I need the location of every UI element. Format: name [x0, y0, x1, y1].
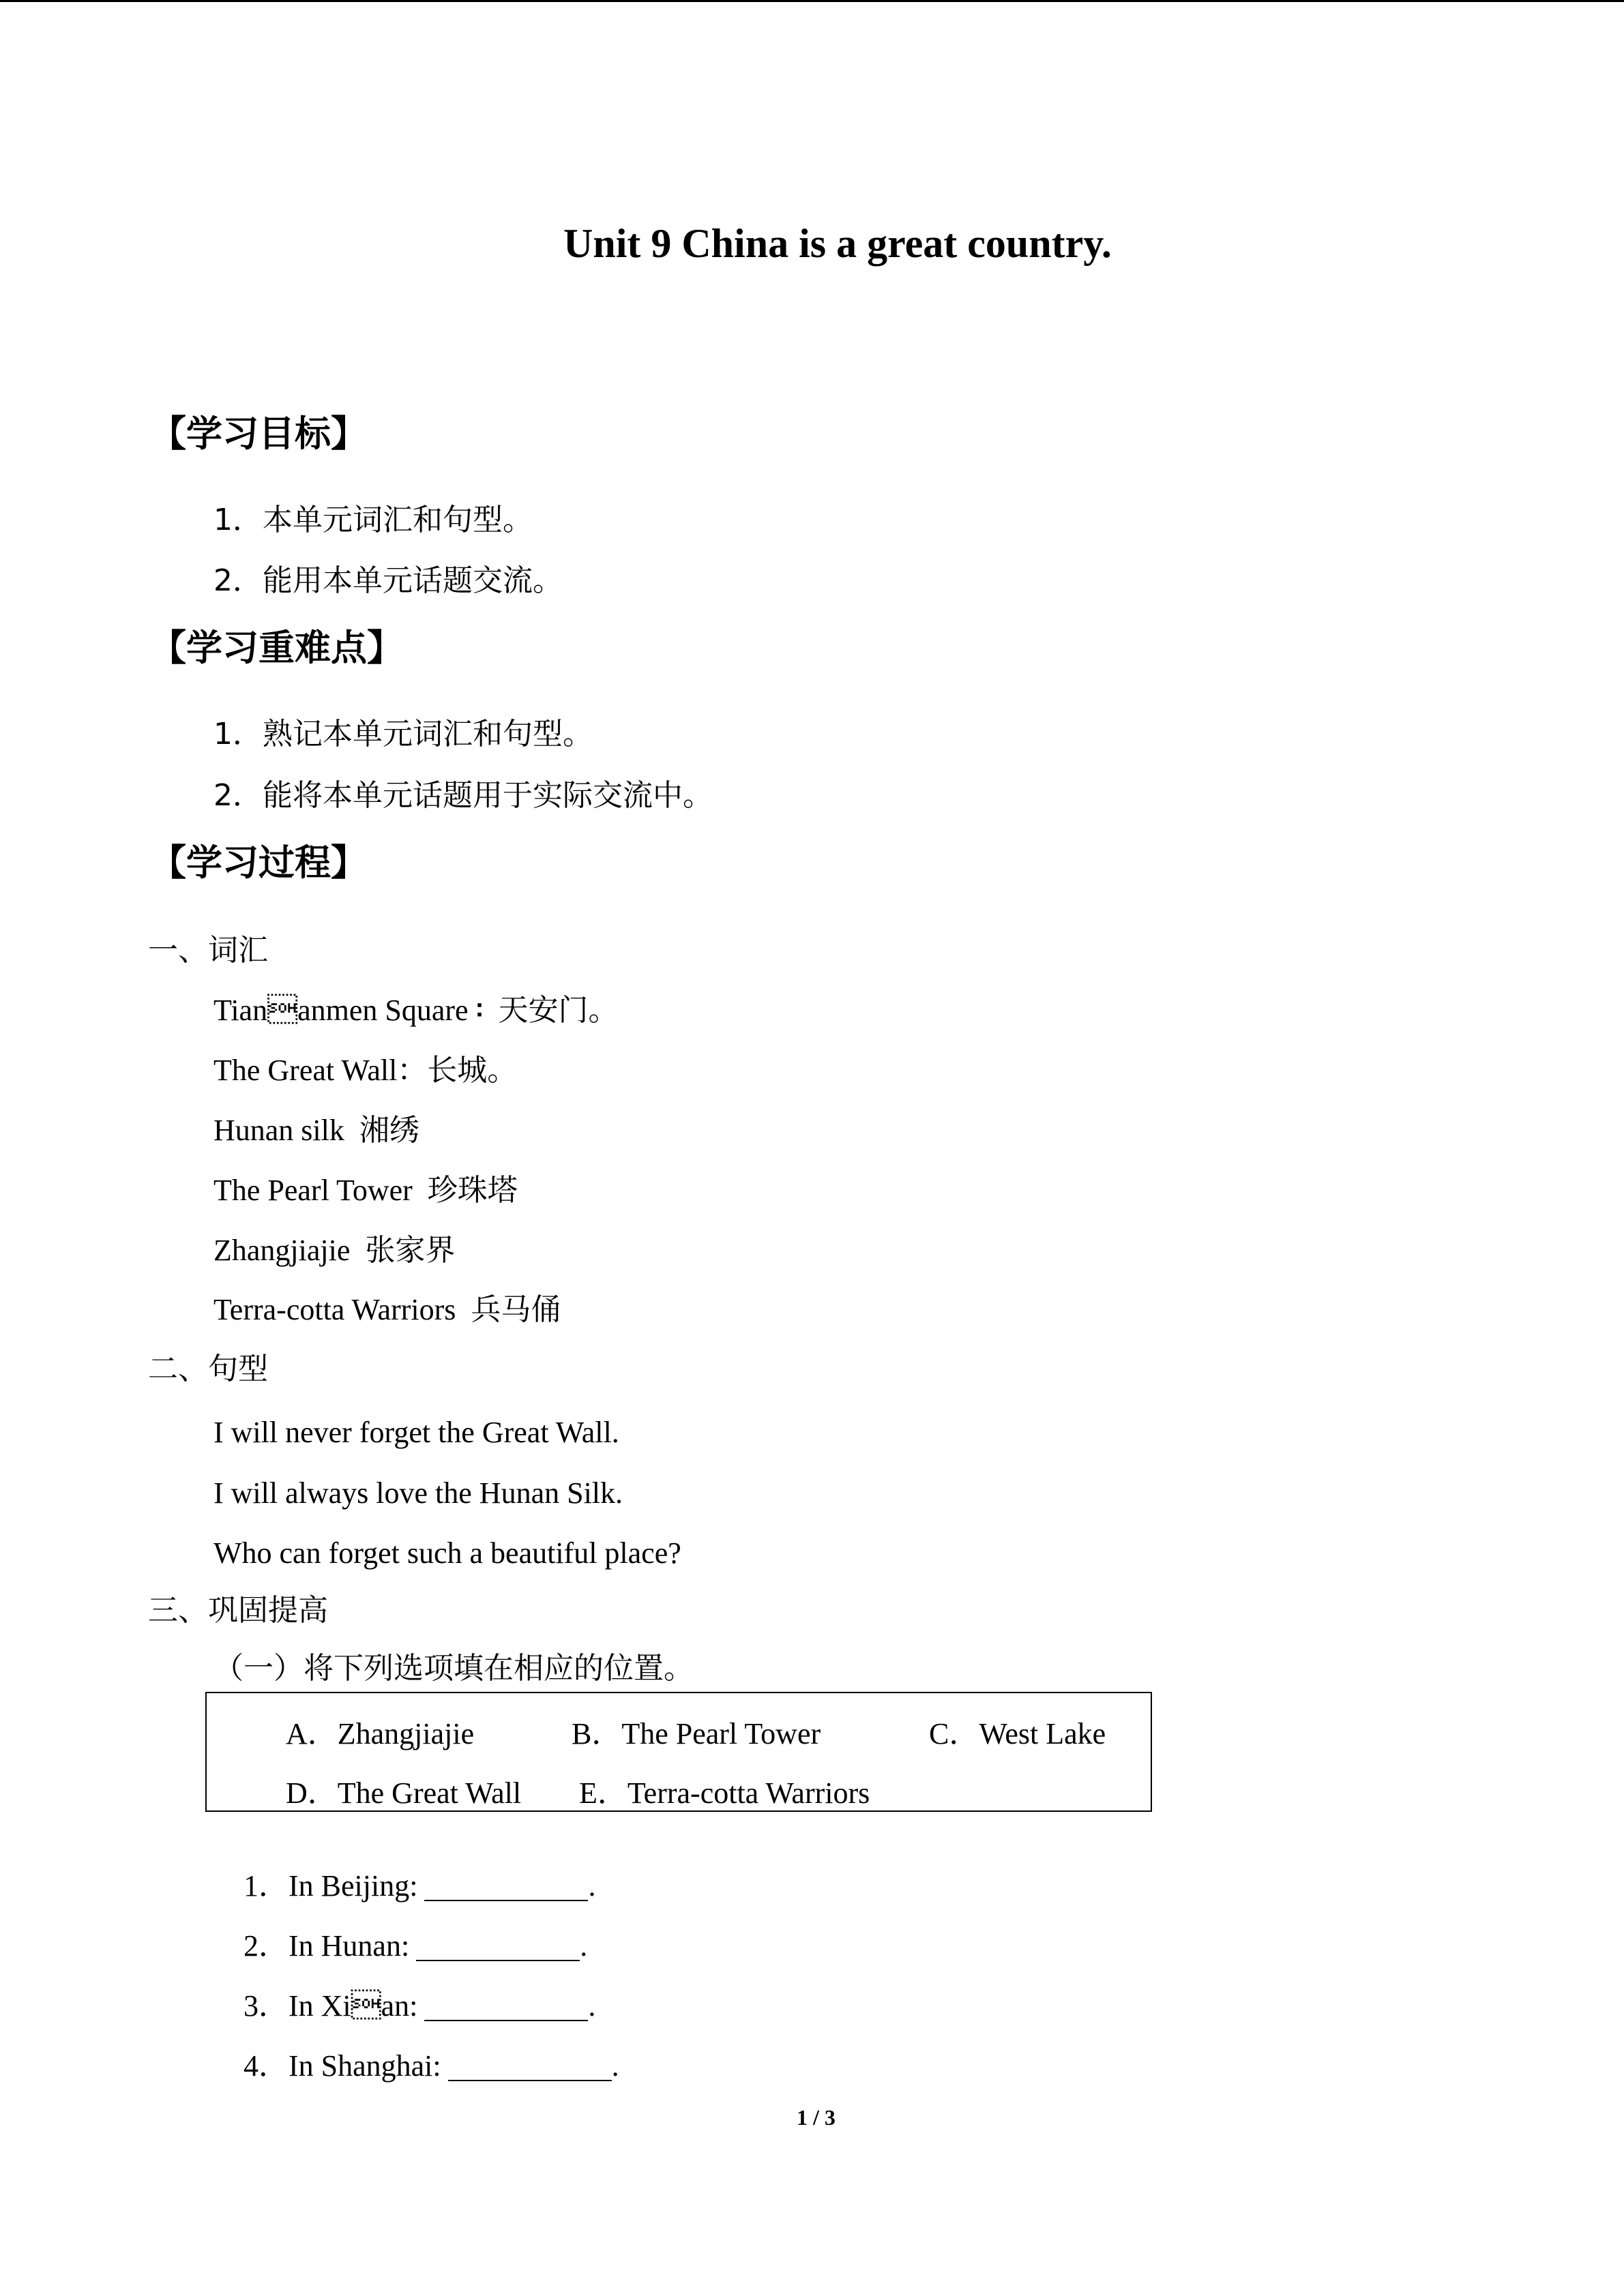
option-c: C．West Lake [929, 1717, 1106, 1750]
sentence-item: I will always love the Hunan Silk. [213, 1476, 623, 1510]
question-item: 1．In Beijing: . [243, 1869, 596, 1903]
option-e: E．Terra-cotta Warriors [579, 1776, 870, 1810]
objectives-heading: 【学习目标】 [150, 413, 367, 455]
vocabulary-item: The Great Wall：长城。 [213, 1054, 518, 1087]
question-label: 2．In Hunan: [243, 1929, 410, 1963]
sentence-item: I will never forget the Great Wall. [213, 1416, 619, 1449]
answer-blank[interactable] [448, 2053, 612, 2081]
option-b: B．The Pearl Tower [572, 1717, 821, 1750]
practice-subheading: （一）将下列选项填在相应的位置。 [213, 1651, 694, 1686]
objective-item: 2．能用本单元话题交流。 [213, 563, 563, 598]
answer-blank[interactable] [416, 1933, 580, 1961]
question-item: 4．In Shanghai: . [243, 2049, 619, 2083]
vocabulary-item: Terra-cotta Warriors 兵马俑 [213, 1293, 561, 1326]
vocabulary-item: The Pearl Tower 珍珠塔 [213, 1174, 518, 1207]
practice-heading: 三、巩固提高 [148, 1593, 328, 1628]
objective-item: 1．本单元词汇和句型。 [213, 503, 533, 537]
question-label: 3．In Xian: [243, 1989, 418, 2023]
page-title: Unit 9 China is a great country. [563, 221, 1112, 266]
vocabulary-item: Hunan silk 湘绣 [213, 1114, 419, 1147]
answer-blank[interactable] [424, 1993, 588, 2021]
question-item: 2．In Hunan: . [243, 1929, 588, 1963]
sentences-heading: 二、句型 [148, 1352, 268, 1386]
answer-blank[interactable] [424, 1873, 588, 1901]
key-points-heading: 【学习重难点】 [150, 627, 403, 669]
vocabulary-item: Zhangjiajie 张家界 [213, 1234, 456, 1267]
key-point-item: 2．能将本单元话题用于实际交流中。 [213, 778, 713, 813]
option-a: A．Zhangjiajie [286, 1717, 475, 1750]
question-label: 4．In Shanghai: [243, 2049, 441, 2083]
vocabulary-heading: 一、词汇 [148, 933, 268, 968]
sentence-item: Who can forget such a beautiful place? [213, 1536, 681, 1570]
option-d: D．The Great Wall [286, 1776, 522, 1810]
process-heading: 【学习过程】 [150, 842, 367, 884]
question-item: 3．In Xian: . [243, 1989, 596, 2023]
page-top-border [0, 0, 1624, 2]
vocabulary-item: Tiananmen Square：天安门。 [213, 994, 619, 1027]
page-number: 1 / 3 [797, 2105, 836, 2130]
question-label: 1．In Beijing: [243, 1869, 418, 1903]
key-point-item: 1．熟记本单元词汇和句型。 [213, 717, 593, 751]
